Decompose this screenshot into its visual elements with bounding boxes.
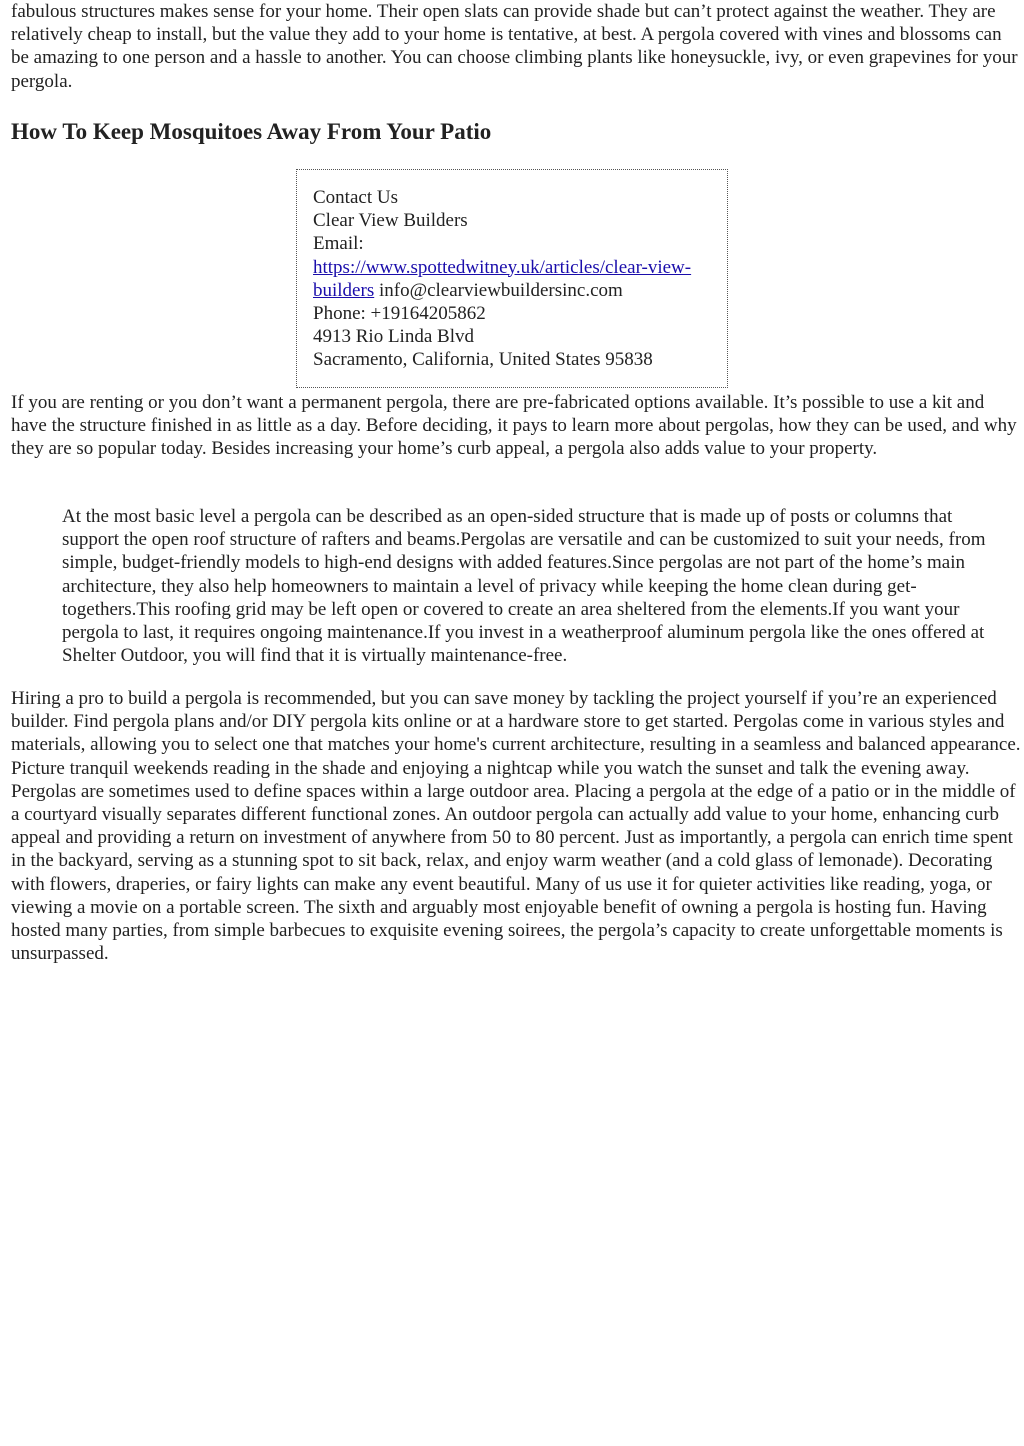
intro-paragraph: fabulous structures makes sense for your home. Their open slats can provide shade but can’t protect against the weather. They are relatively cheap to install, but the value they add to your home is tentative, at best. A pergola covered with vines and blossoms can be amazing to one person and a hassle to another. You can choose climbing plants like honeysuckle, ivy, or even grapevines for your pergola. <box>11 1 1018 92</box>
renting-paragraph: If you are renting or you don’t want a permanent pergola, there are pre-fabricated options available. It’s possible to use a kit and have the structure finished in as little as a day. Before deciding, it pays to learn more about pergolas, how they can be used, and why they are so popular today. Besides increasing your home’s curb appeal, a pergola also adds value to your property. <box>11 392 1017 460</box>
section-heading: How To Keep Mosquitoes Away From Your Patio <box>11 119 492 144</box>
contact-city: Sacramento, California, United States 95838 <box>313 349 653 371</box>
contact-title: Contact Us <box>313 187 398 208</box>
contact-company: Clear View Builders <box>313 210 468 232</box>
contact-street: 4913 Rio Linda Blvd <box>313 326 474 348</box>
contact-email-label: Email: <box>313 233 364 255</box>
contact-website-link[interactable]: https://www.spottedwitney.uk/articles/clear-view-builders <box>313 256 692 301</box>
pergola-blockquote: At the most basic level a pergola can be described as an open-sided structure that is made up of posts or columns that support the open roof structure of rafters and beams.Pergolas are versatile and can be customized to suit your needs, from simple, budget-friendly models to high-end designs with added features.Since pergolas are not part of the home’s main architecture, they also help homeowners to maintain a level of privacy while keeping the home clean during get-togethers.This roofing grid may be left open or covered to create an area sheltered from the elements.If you want your pergola to last, it requires ongoing maintenance.If you invest in a weatherproof aluminum pergola like the ones offered at Shelter Outdoor, you will find that it is virtually maintenance-free. <box>62 506 986 667</box>
contact-phone: Phone: +19164205862 <box>313 303 486 325</box>
contact-link-line <box>313 256 711 302</box>
hiring-paragraph: Hiring a pro to build a pergola is recommended, but you can save money by tackling the project yourself if you’re an experienced builder. Find pergola plans and/or DIY pergola kits online or at a hardware store to get started. Pergolas come in various styles and materials, allowing you to select one that matches your home's current architecture, resulting in a seamless and balanced appearance. Picture tranquil weekends reading in the shade and enjoying a nightcap while you watch the sunset and talk the evening away. Pergolas are sometimes used to define spaces within a large outdoor area. Placing a pergola at the edge of a patio or in the middle of a courtyard visually separates different functional zones. An outdoor pergola can actually add value to your home, enhancing curb appeal and providing a return on investment of anywhere from 50 to 80 percent. Just as importantly, a pergola can enrich time spent in the backyard, serving as a stunning spot to sit back, relax, and enjoy warm weather (and a cold glass of lemonade). Decorating with flowers, draperies, or fairy lights can make any event beautiful. Many of us use it for quieter activities like reading, yoga, or viewing a movie on a portable screen. The sixth and arguably most enjoyable benefit of owning a pergola is hosting fun. Having hosted many parties, from simple barbecues to exquisite evening soirees, the pergola’s capacity to create unforgettable moments is unsurpassed. <box>11 688 1021 965</box>
contact-box <box>296 169 728 388</box>
contact-email: info@clearviewbuildersinc.com <box>378 279 623 301</box>
